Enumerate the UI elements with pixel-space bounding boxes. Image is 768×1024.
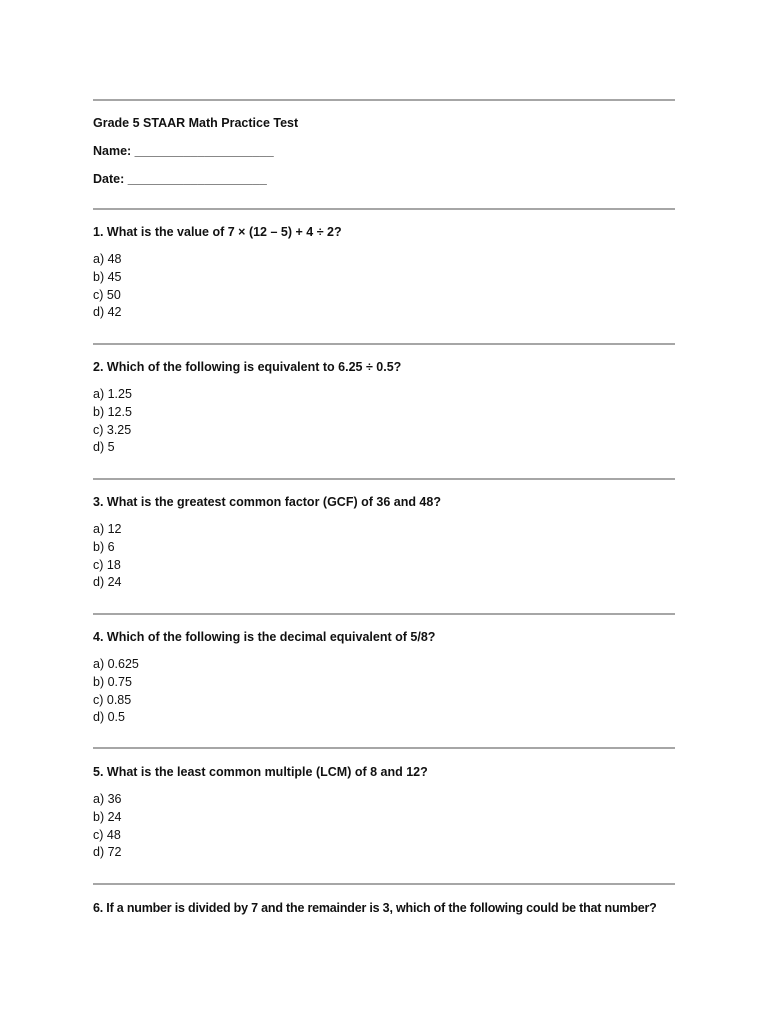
question-2: 2. Which of the following is equivalent to 6.25 ÷ 0.5? (93, 360, 402, 374)
divider (93, 747, 675, 749)
divider (93, 883, 675, 885)
option-1c: c) 50 (93, 288, 121, 302)
option-1b: b) 45 (93, 270, 122, 284)
option-1d: d) 42 (93, 305, 122, 319)
option-2b: b) 12.5 (93, 405, 132, 419)
option-5b: b) 24 (93, 810, 122, 824)
option-4c: c) 0.85 (93, 693, 132, 707)
divider (93, 99, 675, 101)
name-field: Name: ____________________ (93, 144, 274, 158)
option-2d: d) 5 (93, 440, 115, 454)
option-2c: c) 3.25 (93, 423, 132, 437)
option-3d: d) 24 (93, 575, 122, 589)
question-1: 1. What is the value of 7 × (12 – 5) + 4 ÷ 2? (93, 225, 342, 239)
question-3: 3. What is the greatest common factor (GCF) of 36 and 48? (93, 495, 441, 509)
option-4a: a) 0.625 (93, 657, 139, 671)
document-title: Grade 5 STAAR Math Practice Test (93, 116, 299, 130)
option-2a: a) 1.25 (93, 387, 132, 401)
date-field: Date: ____________________ (93, 172, 267, 186)
divider (93, 343, 675, 345)
divider (93, 208, 675, 210)
question-6: 6. If a number is divided by 7 and the remainder is 3, which of the following could be that number? (93, 901, 657, 915)
question-4: 4. Which of the following is the decimal equivalent of 5/8? (93, 630, 436, 644)
divider (93, 478, 675, 480)
option-4d: d) 0.5 (93, 710, 125, 724)
option-5d: d) 72 (93, 845, 122, 859)
divider (93, 613, 675, 615)
option-5c: c) 48 (93, 828, 121, 842)
option-3c: c) 18 (93, 558, 121, 572)
option-4b: b) 0.75 (93, 675, 132, 689)
option-3b: b) 6 (93, 540, 115, 554)
option-3a: a) 12 (93, 522, 122, 536)
question-5: 5. What is the least common multiple (LCM) of 8 and 12? (93, 765, 428, 779)
option-1a: a) 48 (93, 252, 122, 266)
option-5a: a) 36 (93, 792, 122, 806)
